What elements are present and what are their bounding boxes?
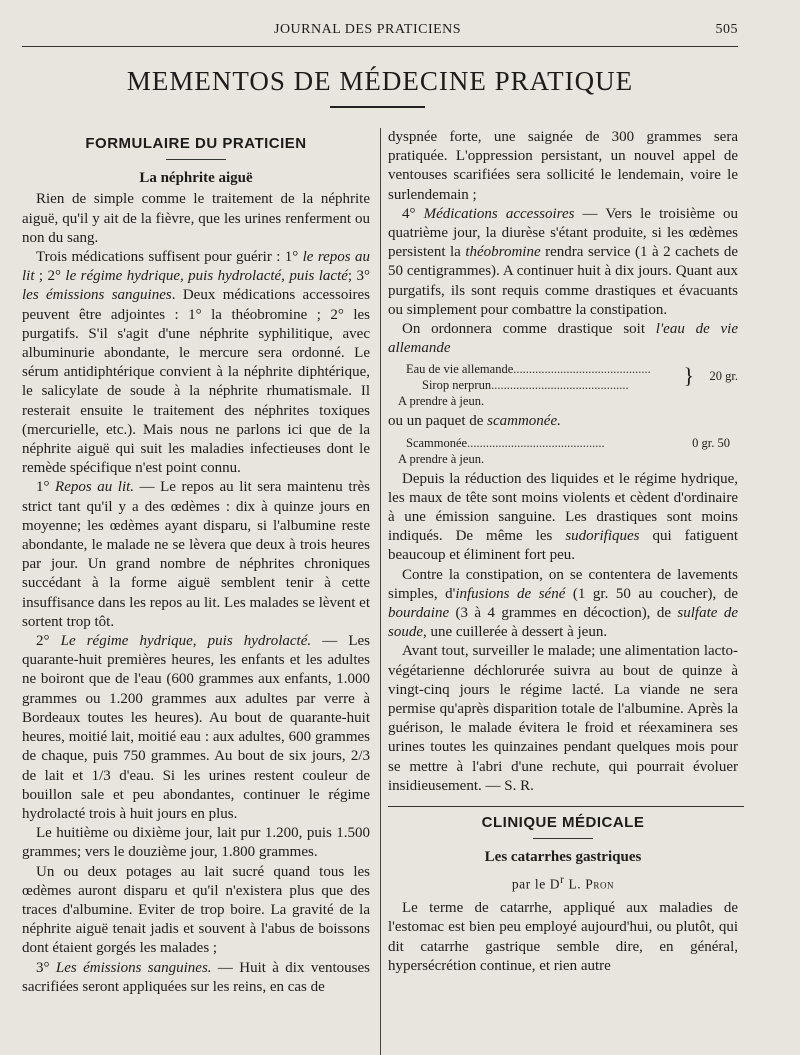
paragraph-text: Rien de simple comme le traitement de la néphrite aiguë, qu'il y ait de la fièvre, que les urines renferment ou non du sang. — [22, 191, 370, 246]
paragraph — [388, 412, 738, 431]
text-run: — Vers le troisième ou quatrième jour, la diurèse s'étant produite, si les œdèmes persistent la — [388, 205, 738, 261]
italic-run: Repos au lit. — [55, 479, 135, 496]
text-run: 3° — [36, 959, 56, 976]
prescription-quantity: 0 gr. 50 — [692, 435, 730, 450]
text-run: Contre la constipation, on se contentera de lavements simples, d' — [388, 566, 738, 602]
section-separator — [388, 806, 744, 807]
text-run: qui fatiguent beaucoup et éliminent fort peu. — [388, 528, 738, 564]
text-run: 4° — [402, 205, 424, 222]
italic-run: le repos au lit — [22, 249, 370, 285]
paragraph — [22, 478, 370, 632]
paragraph — [22, 190, 370, 248]
italic-run: bourdaine — [388, 605, 450, 622]
prescription-note: A prendre à jeun. — [398, 394, 485, 409]
text-run: — Les quarante-huit premières heures, les enfants et les adultes ne boiront que de l'eau (600 grammes aux enfants, 1.000 grammes ou 1.200 grammes aux adultes par verre à Bordeaux toutes les heures). Au bout de quarante-huit heures, moitié lait, moitié eau : aux adultes, 600 grammes de chaque, puis 750 grammes. Au bout de six jours, 2/3 de lait et 1/3 d'eau. Si les urines restent couleur de bouillon sale et peu abondantes, continuer le régime hydrolacté trois à huit jours en plus. — [22, 633, 370, 822]
text-run: ou un paquet de — [388, 413, 488, 430]
text-run: — Huit à dix ventouses sacrifiées seront appliquées sur les reins, en cas de — [22, 959, 370, 995]
section-title-formulaire: FORMULAIRE DU PRATICIEN — [85, 135, 307, 152]
text-run: , une cuillerée à dessert à jeun. — [423, 624, 608, 641]
section-subrule — [166, 159, 226, 160]
ingredient: Scammonée — [406, 435, 468, 450]
paragraph — [22, 959, 370, 997]
main-title: MEMENTOS DE MÉDECINE PRATIQUE — [126, 66, 634, 96]
leader-dots: ............................................ — [467, 435, 605, 450]
italic-run: le régime hydrique, puis hydrolacté, puis lacté — [65, 268, 348, 285]
italic-run: Les émissions sanguines. — [55, 959, 212, 976]
text-run: 2° — [36, 633, 61, 650]
paragraph — [388, 128, 738, 205]
text-run: (1 gr. 50 au coucher), de — [565, 585, 738, 602]
paragraph-text: Un ou deux potages au lait sucré quand tous les œdèmes auront disparu et qu'il n'existera plus que des traces d'albumine. Eviter de trop boire. La gravité de la néphrite aiguë tenait jadis et souvent à l'abus de boissons dont étaient gorgés les malades ; — [22, 863, 370, 957]
paragraph — [388, 205, 738, 320]
author-byline — [388, 871, 738, 894]
leader-dots: ............................................ — [513, 362, 651, 377]
paragraph — [22, 863, 370, 959]
prescription-note: A prendre à jeun. — [398, 451, 485, 466]
paragraph-text: Le huitième ou dixième jour, lait pur 1.200, puis 1.500 grammes; vers le douzième jour, 1.800 grammes. — [22, 825, 370, 861]
paragraph — [388, 899, 738, 976]
byline-initial: L. — [564, 876, 586, 891]
article-subtitle: Les catarrhes gastriques — [484, 849, 642, 866]
page-number: 505 — [715, 22, 738, 37]
author-name: Pron — [585, 876, 615, 891]
prescription-quantity: 20 gr. — [709, 369, 738, 384]
italic-run: les émissions sanguines — [22, 287, 172, 304]
text-run: rendra service (1 à 2 cachets de 50 centigrammes). A continuer huit à dix jours. Quant aux purgatifs, ils sont requis comme drastiques et évacuants ou simplement pour combattre la constipation. — [388, 244, 738, 318]
paragraph-text: Avant tout, surveiller le malade; une alimentation lacto-végétarienne déchlorurée suivra au bout de quinze à vingt-cinq jours le régime lacté. La viande ne sera permise qu'après disparition totale de l'albumine. Après la guérison, le malade évitera le froid et réexaminera ses urines toutes les quinzaines pendant quelques mois pour se mettre à l'abri d'une rechute, qui pourrait évoluer insidieusement. — S. R. — [388, 643, 738, 794]
text-run: ; 3° — [347, 268, 370, 285]
italic-run: sudorifiques — [565, 528, 640, 545]
paragraph — [388, 470, 738, 566]
title-rule — [330, 106, 425, 108]
text-run: (3 à 4 grammes en décoction), de — [449, 605, 678, 622]
column-divider — [380, 128, 381, 1055]
left-column — [22, 128, 370, 997]
text-run: Trois médications suffisent pour guérir : 1° — [36, 249, 303, 266]
italic-run: infusions de séné — [455, 585, 566, 602]
paragraph — [388, 566, 738, 643]
italic-run: l'eau de vie allemande — [388, 321, 738, 357]
italic-run: sulfate de soude — [388, 605, 738, 641]
paragraph — [22, 824, 370, 862]
ingredient: Sirop nerprun — [422, 378, 492, 393]
text-run: 1° — [36, 479, 56, 496]
section-subrule — [533, 838, 593, 839]
prescription-drastic — [388, 361, 738, 409]
paragraph — [22, 632, 370, 824]
leader-dots: ............................................ — [491, 378, 629, 393]
italic-run: scammonée. — [487, 413, 561, 430]
paragraph-text: dyspnée forte, une saignée de 300 grammes sera pratiquée. L'oppression persistant, un nouvel appel de ventouses scarifiées sera sollicité le lendemain, voire le surlendemain ; — [388, 129, 738, 203]
article-subtitle: La néphrite aiguë — [139, 170, 253, 187]
paragraph — [388, 642, 738, 796]
ingredient: Eau de vie allemande — [406, 362, 514, 377]
italic-run: théobromine — [465, 244, 541, 261]
text-run: Depuis la réduction des liquides et le régime hydrique, les maux de tête sont moins violents et cèdent d'ordinaire à une émission sanguine. Les drastiques sont moins indiqués. De même les — [388, 470, 738, 545]
paragraph — [22, 248, 370, 478]
byline-prefix: par le D — [511, 876, 561, 891]
right-column — [388, 128, 738, 976]
prescription-line — [388, 435, 738, 451]
brace-glyph: } — [683, 363, 694, 389]
journal-name: JOURNAL DES PRATICIENS — [274, 22, 462, 37]
text-run: On ordonnera comme drastique soit — [402, 321, 656, 338]
section-title-clinique: CLINIQUE MÉDICALE — [481, 814, 645, 832]
italic-run: Médications accessoires — [423, 205, 575, 222]
byline-superscript: r — [560, 873, 565, 886]
paragraph-text: Le terme de catarrhe, appliqué aux maladies de l'estomac est bien peu employé aujourd'hui, ou plutôt, qui dit catarrhe gastrique semble dire, en général, hypersécrétion continue, et rien autre — [388, 900, 738, 974]
paragraph — [388, 320, 738, 358]
header-rule — [22, 46, 738, 47]
text-run: . Deux médications accessoires peuvent être adjointes : 1° la théobromine ; 2° les purgatifs. S'il s'agit d'une néphrite syphilitique, avec albuminurie abondante, le mercure sera ordonné. Le sérum antidiphtérique convient à la néphrite diphtérique, le salicylate de soude à la néphrite rhumatismale. Il resterait ensuite le traitement des néphrites toxiques (mercurielle, etc.). Mais nous ne parlons ici que de la néphrite aiguë qui suit les maladies infectieuses dont le remède spécifique n'est point connu. — [22, 287, 371, 477]
text-run: ; 2° — [34, 268, 66, 285]
italic-run: Le régime hydrique, puis hydrolacté. — [60, 633, 312, 650]
prescription-scammonee — [388, 435, 738, 467]
text-run: — Le repos au lit sera maintenu très strict tant qu'il y a des œdèmes : dix à quinze jours en moyenne; les œdèmes ayant disparu, si l'albumine reste abondante, le malade ne se lèvera que deux à trois heures par jour. Un grand nombre de néphrites chroniques succédant à la forme aiguë semblent tenir à cette insuffisance dans les repos au lit. Les malades se lèvent et sortent trop tôt. — [22, 479, 370, 630]
